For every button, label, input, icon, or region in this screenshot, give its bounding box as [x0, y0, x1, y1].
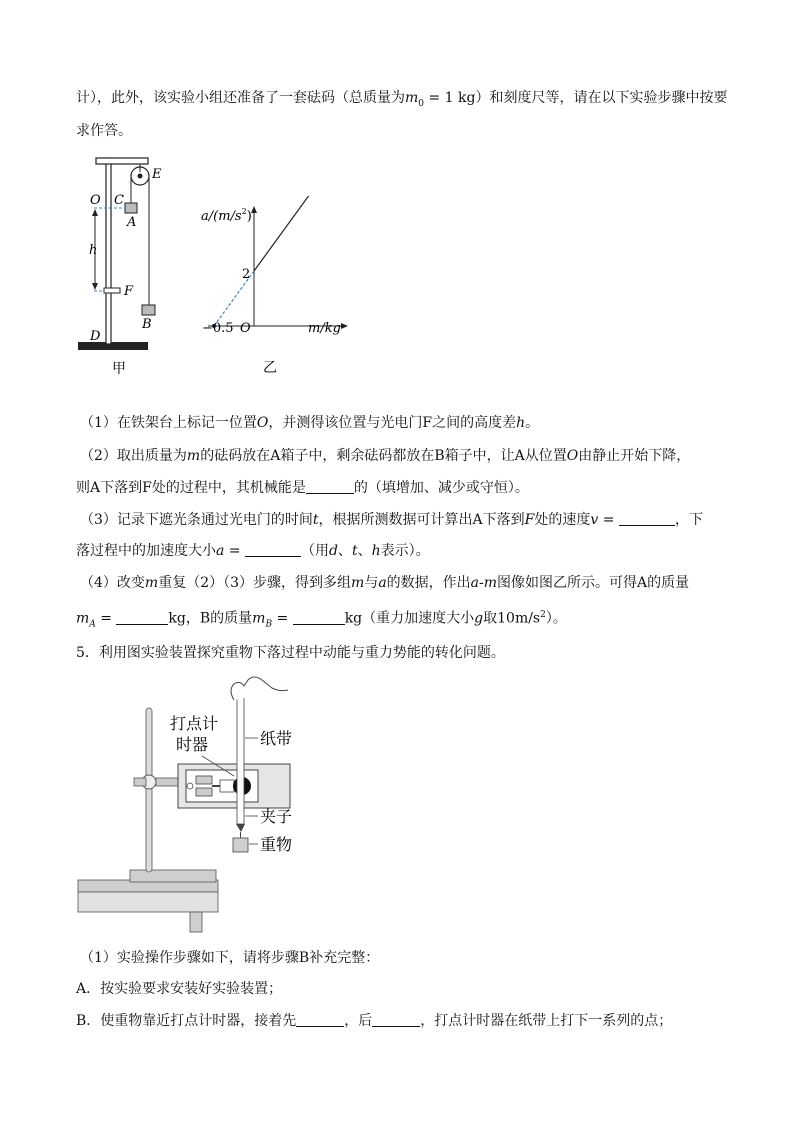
stand-base — [130, 870, 216, 882]
blank-then[interactable] — [372, 1012, 420, 1027]
table-edge — [78, 892, 218, 912]
figure-jia — [74, 150, 204, 380]
label-f: F — [124, 284, 134, 299]
q5-part-1: （1）实验操作步骤如下，请将步骤B补充完整： — [80, 950, 380, 966]
box-b — [142, 305, 155, 315]
pulley-axle — [138, 174, 143, 179]
label-e: E — [152, 167, 162, 182]
step-4-line-2: $m_A$ = kg，B的质量$m_B = kg$（重力加速度大小g取$10m/s^2$）。 — [76, 610, 567, 630]
paper-tape — [237, 694, 244, 824]
hand-icon — [231, 677, 288, 700]
origin-label: O — [240, 321, 251, 336]
blank-first[interactable] — [296, 1012, 344, 1027]
series-solid-line — [254, 196, 334, 271]
label-timer-1: 打点计 — [170, 714, 219, 733]
label-h: h — [89, 243, 98, 258]
blank-mass-b[interactable] — [293, 610, 345, 625]
clip — [236, 824, 245, 832]
label-clip: 夹子 — [260, 807, 293, 826]
top-bar — [96, 158, 148, 164]
label-c: C — [114, 193, 124, 208]
q5-title: 5．利用图实验装置探究重物下落过程中动能与重力势能的转化问题。 — [76, 645, 505, 661]
blank-velocity[interactable] — [619, 511, 675, 526]
stand-rod — [146, 708, 152, 872]
step-2-line-1: （2）取出质量为m的砝码放在A箱子中，剩余砝码都放在B箱子中，让A从位置O由静止开始下降， — [80, 448, 691, 464]
step-2-line-2: 则A下落到F处的过程中，其机械能是 的（填增加、减少或守恒）。 — [76, 480, 529, 496]
x-tick-neg05: −0.5 — [202, 321, 234, 336]
step-3-line-1: （3）记录下遮光条通过光电门的时间t，根据所测数据可计算出A下落到F处的速度v = ，下 — [80, 512, 703, 528]
x-axis-label: m/kg — [308, 321, 341, 336]
label-timer-2: 时器 — [176, 735, 209, 754]
label-d: D — [90, 329, 101, 344]
y-axis-arrow — [251, 206, 257, 213]
weight — [233, 838, 248, 852]
stand-pole — [106, 158, 111, 344]
step-3-line-2: 落过程中的加速度大小a = （用d、t、h表示）。 — [76, 543, 430, 559]
blank-energy[interactable] — [306, 479, 354, 494]
blank-mass-a[interactable] — [116, 610, 168, 625]
label-o: O — [90, 193, 101, 208]
label-a: A — [127, 215, 137, 230]
caption-jia: 甲 — [112, 361, 126, 377]
intro-line-2: 求作答。 — [76, 123, 132, 139]
y-tick-2: 2 — [242, 267, 251, 282]
step-4-line-1: （4）改变m重复（2）（3）步骤，得到多组m与a的数据，作出a-m图像如图乙所示。可得A的质量 — [80, 575, 690, 591]
q5-step-a: A．按实验要求安装好实验装置； — [76, 981, 283, 997]
q5-step-b: B．使重物靠近打点计时器，接着先 ，后 ，打点计时器在纸带上打下一系列的点； — [76, 1013, 673, 1029]
label-b: B — [142, 317, 152, 332]
table-leg — [190, 912, 202, 932]
caption-yi: 乙 — [263, 360, 277, 376]
x-axis-arrow — [341, 323, 348, 329]
y-axis-label: $a/(m/s^2)$ — [201, 207, 252, 224]
step-1: （1）在铁架台上标记一位置O，并测得该位置与光电门F之间的高度差h。 — [80, 415, 540, 431]
blank-acceleration[interactable] — [245, 542, 301, 557]
figure-q5-apparatus — [74, 672, 374, 934]
label-tape: 纸带 — [260, 729, 293, 748]
label-weight: 重物 — [260, 835, 293, 854]
box-a — [125, 203, 137, 213]
photogate-f — [104, 288, 120, 293]
figure-yi-chart — [196, 196, 356, 380]
intro-line-1: 计），此外，该实验小组还准备了一套砝码（总质量为$m_0 = 1$ kg）和刻度尺等，请在以下实验步骤中按要 — [76, 90, 728, 109]
stand-base — [78, 342, 148, 350]
